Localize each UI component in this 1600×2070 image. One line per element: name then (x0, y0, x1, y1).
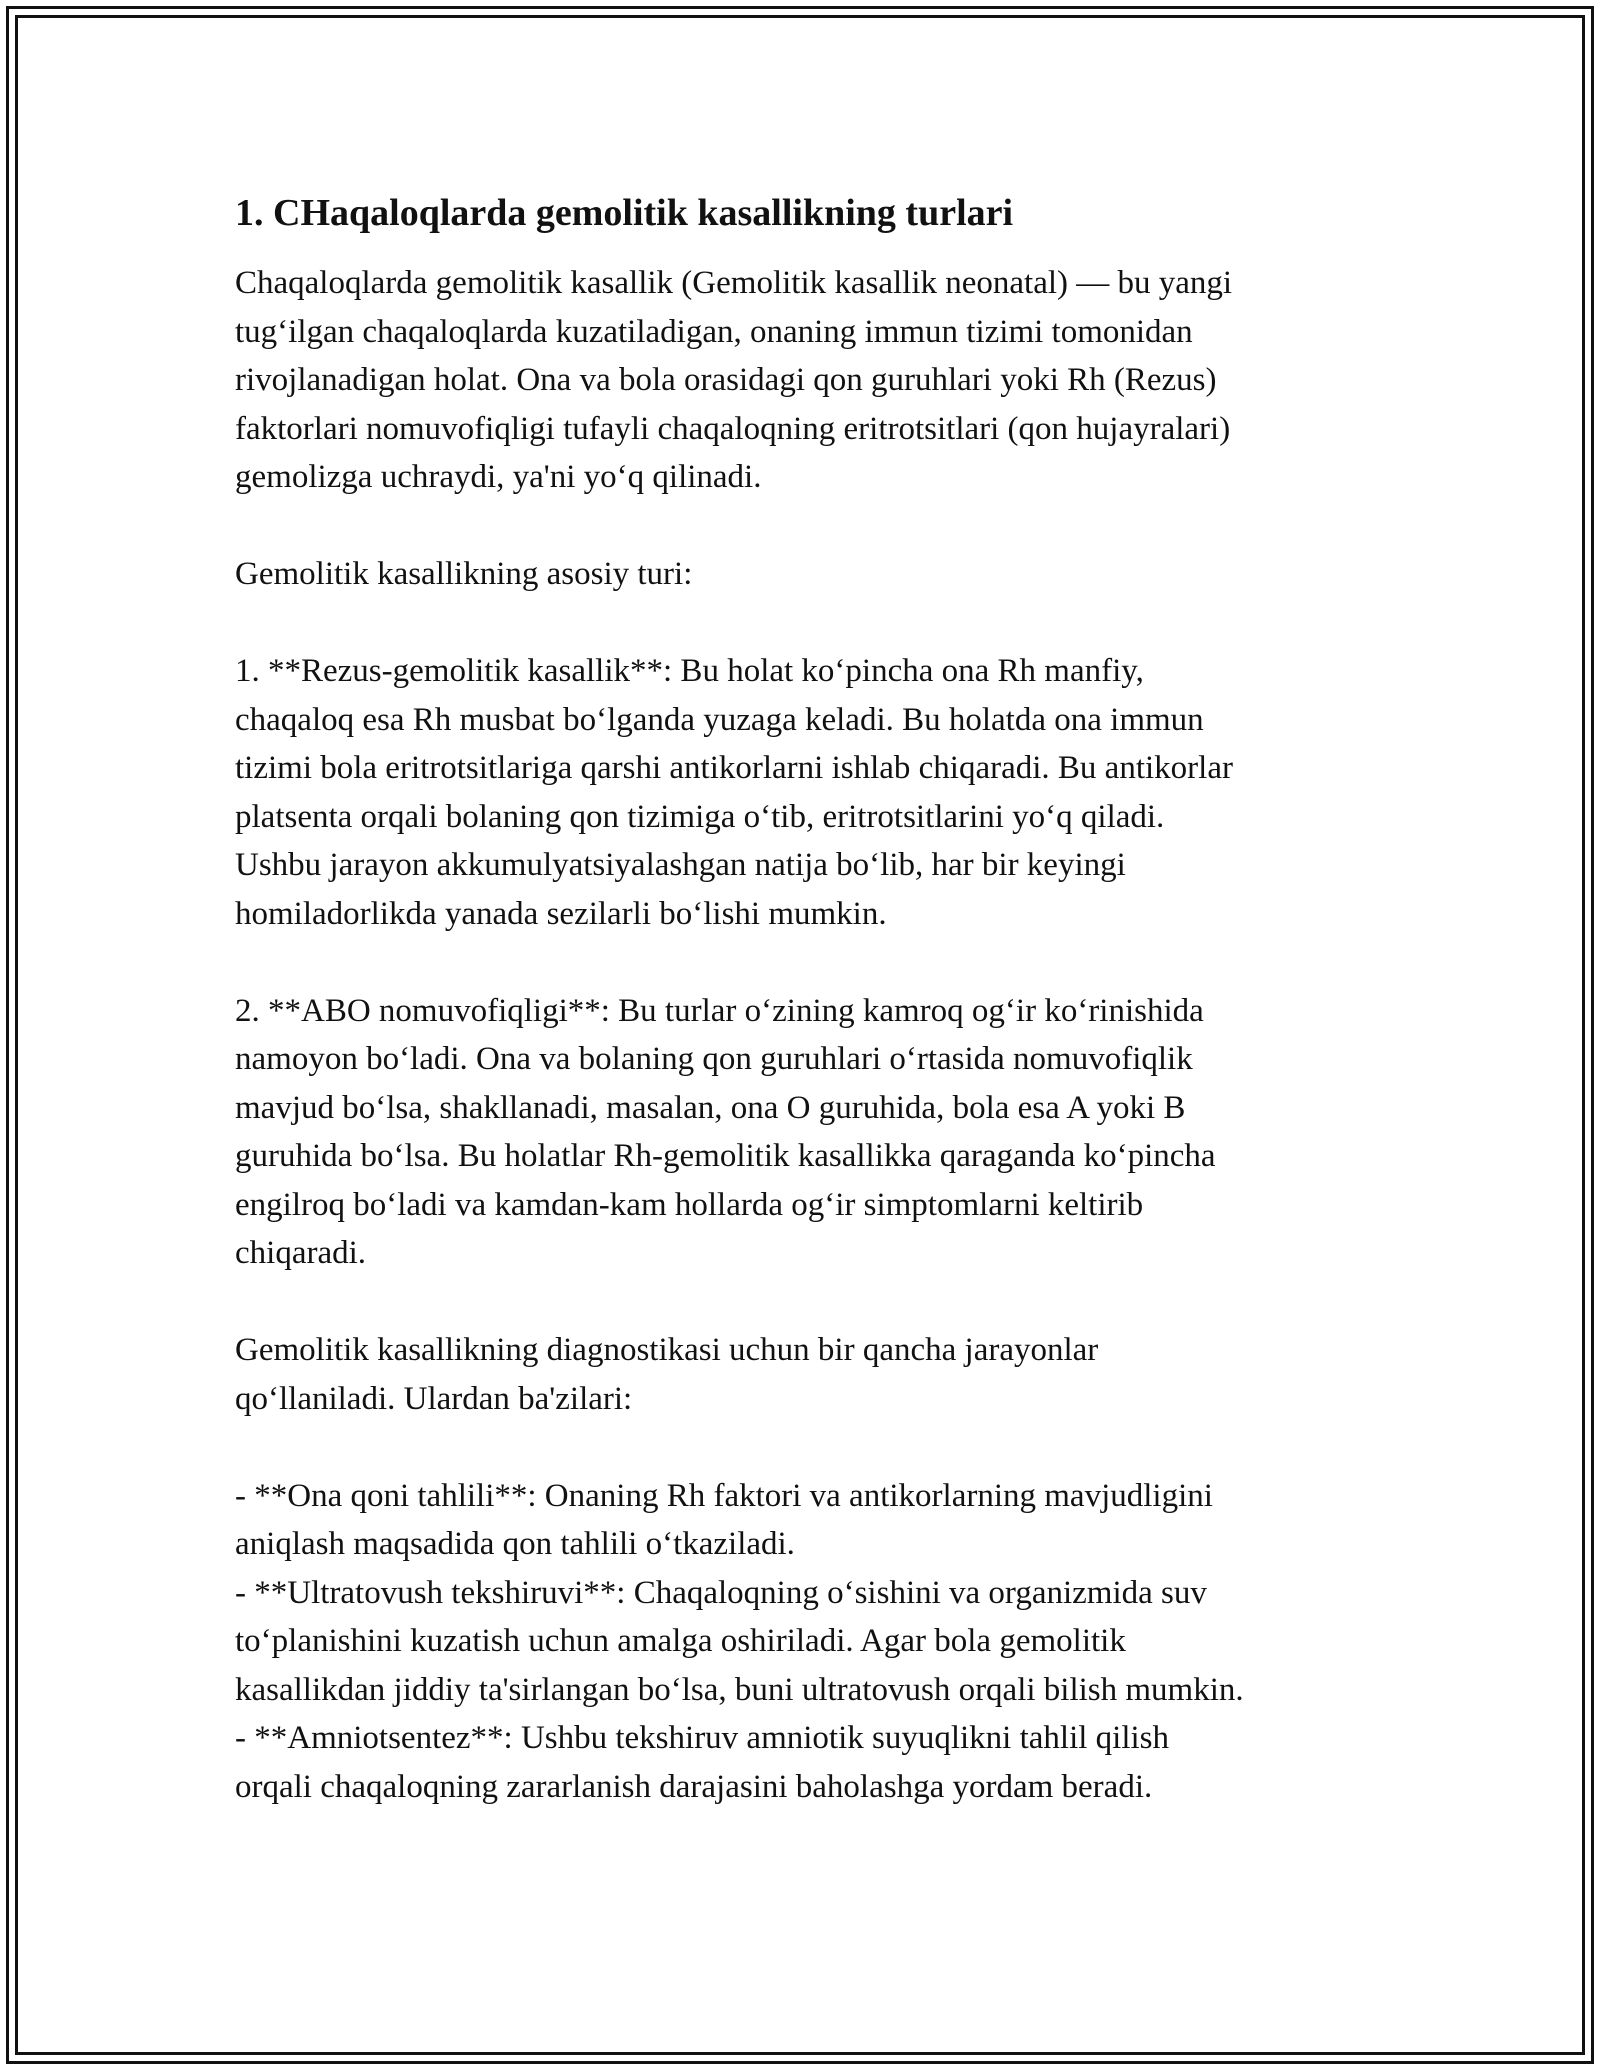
paragraph-spacer (235, 502, 1385, 551)
diagnostics-intro-paragraph: Gemolitik kasallikning diagnostikasi uchun bir qancha jarayonlar qo‘llaniladi. Ulardan ba'zilari: (235, 1332, 1099, 1417)
paragraph-spacer (235, 938, 1385, 987)
paragraph-spacer (235, 599, 1385, 648)
intro-paragraph: Chaqaloqlarda gemolitik kasallik (Gemolitik kasallik neonatal) — bu yangi tug‘ilgan chaqaloqlarda kuzatiladigan, onaning immun tizimi tomonidan rivojlanadigan holat. Ona va bola orasidagi qon guruhlari yoki Rh (Rezus) faktorlari nomuvofiqligi tufayli chaqaloqning eritrotsitlari (qon hujayralari) gemolizga uchraydi, ya'ni yo‘q qilinadi. (235, 265, 1233, 495)
diagnostics-list-paragraph: - **Ona qoni tahlili**: Onaning Rh faktori va antikorlarning mavjudligini aniqlash maqsadida qon tahlili o‘tkaziladi. - **Ultratovush tekshiruvi**: Chaqaloqning o‘sishini va organizmida suv to‘planishini kuzatish uchun amalga oshiriladi. Agar bola gemolitik kasallikdan jiddiy ta'sirlangan bo‘lsa, buni ultratovush orqali bilish mumkin. - **Amniotsentez**: Ushbu tekshiruv amniotik suyuqlikni tahlil qilish orqali chaqaloqning zararlanish darajasini baholashga yordam beradi. (235, 1477, 1244, 1805)
paragraph-spacer (235, 1278, 1385, 1327)
abo-type-paragraph: 2. **ABO nomuvofiqligi**: Bu turlar o‘zining kamroq og‘ir ko‘rinishida namoyon bo‘ladi. Ona va bolaning qon guruhlari o‘rtasida nomuvofiqlik mavjud bo‘lsa, shakllanadi, masalan, ona O guruhida, bola esa A yoki B guruhida bo‘lsa. Bu holatlar Rh-gemolitik kasallikka qaraganda ko‘pincha engilroq bo‘ladi va kamdan-kam hollarda og‘ir simptomlarni keltirib chiqaradi. (235, 992, 1216, 1271)
rhesus-type-paragraph: 1. **Rezus-gemolitik kasallik**: Bu holat ko‘pincha ona Rh manfiy, chaqaloq esa Rh musbat bo‘lganda yuzaga keladi. Bu holatda ona immun tizimi bola eritrotsitlariga qarshi antikorlarni ishlab chiqaradi. Bu antikorlar platsenta orqali bolaning qon tizimiga o‘tib, eritrotsitlarini yo‘q qiladi. Ushbu jarayon akkumulyatsiyalashgan natija bo‘lib, har bir keyingi homiladorlikda yanada sezilarli bo‘lishi mumkin. (235, 653, 1233, 932)
document-body (235, 187, 1385, 1811)
types-heading-paragraph: Gemolitik kasallikning asosiy turi: (235, 556, 693, 592)
paragraph-spacer (235, 1423, 1385, 1472)
document-title: 1. CHaqaloqlarda gemolitik kasallikning turlari (235, 192, 1014, 234)
